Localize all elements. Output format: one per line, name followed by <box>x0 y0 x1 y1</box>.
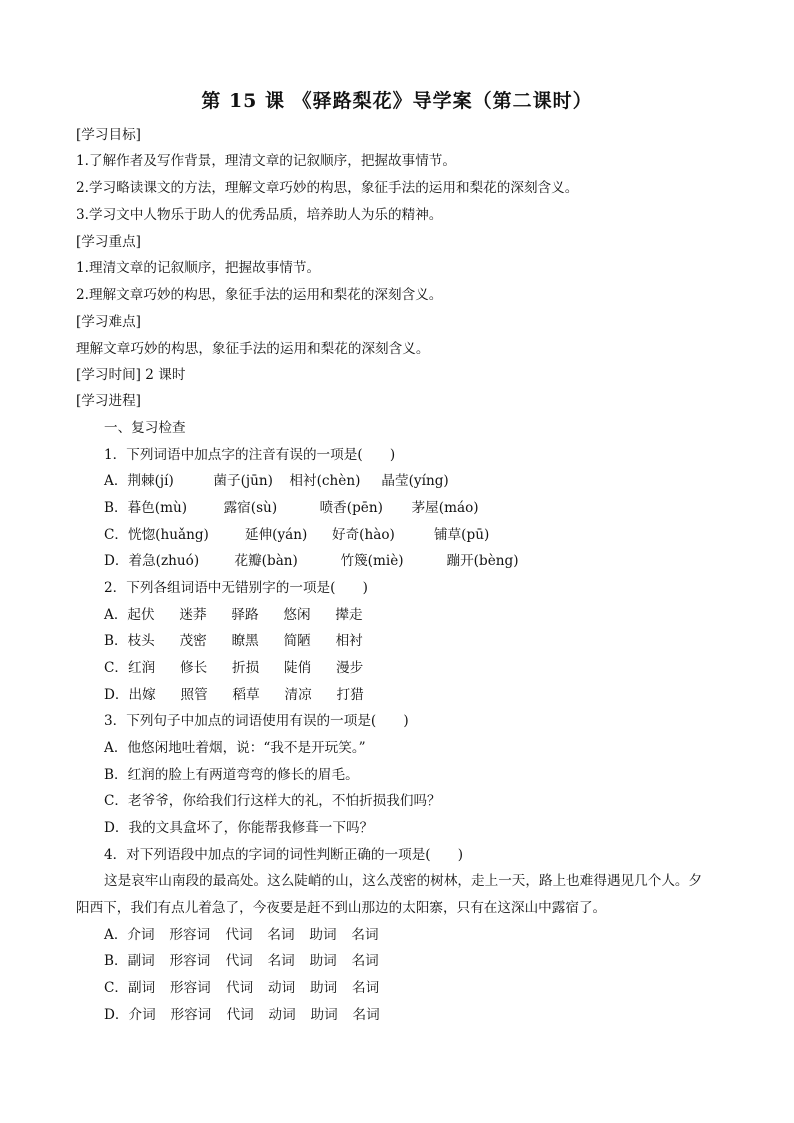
question-1-stem: 1．下列词语中加点字的注音有误的一项是( ) <box>104 447 396 463</box>
question-3-option-c: C．老爷爷，你给我们行这样大的礼，不怕折损我们吗？ <box>104 793 441 809</box>
question-2-stem: 2．下列各组词语中无错别字的一项是( ) <box>104 580 368 596</box>
objective-item: 1.了解作者及写作背景，理清文章的记叙顺序，把握故事情节。 <box>76 153 456 169</box>
option-item: 形容词 <box>169 927 211 943</box>
question-3-option-d: D．我的文具盒坏了，你能帮我修葺一下吗？ <box>104 820 374 836</box>
option-label: C． <box>104 660 128 676</box>
key-points-heading: [学习重点] <box>76 234 141 250</box>
question-4-option-a <box>104 926 379 944</box>
option-item: 助词 <box>310 980 338 996</box>
option-item: 清凉 <box>284 687 312 703</box>
question-2-option-c <box>104 659 363 677</box>
option-label: A． <box>104 607 128 623</box>
option-item: 动词 <box>268 980 296 996</box>
option-item: 副词 <box>128 980 156 996</box>
option-item: 介词 <box>127 927 155 943</box>
option-label: D． <box>104 687 129 703</box>
option-item: 代词 <box>226 1007 254 1023</box>
option-label: D． <box>104 1007 129 1023</box>
option-item: 助词 <box>310 1007 338 1023</box>
option-item: 荆棘(jí) <box>127 473 174 489</box>
section-heading: 一、复习检查 <box>104 420 186 436</box>
difficulty-text: 理解文章巧妙的构思，象征手法的运用和梨花的深刻含义。 <box>76 341 430 357</box>
option-item: 折损 <box>232 660 260 676</box>
question-1-option-d <box>104 552 519 570</box>
option-item: 恍惚(huǎng) <box>128 527 209 543</box>
option-item: 迷莽 <box>179 607 207 623</box>
option-item: 助词 <box>309 927 337 943</box>
option-item: 陡俏 <box>284 660 312 676</box>
option-item: 竹篾(miè) <box>340 553 404 569</box>
option-item: 驿路 <box>231 607 259 623</box>
question-4-option-b <box>104 952 379 970</box>
option-item: 花瓣(bàn) <box>234 553 298 569</box>
key-point-item: 2.理解文章巧妙的构思，象征手法的运用和梨花的深刻含义。 <box>76 287 443 303</box>
objective-item: 3.学习文中人物乐于助人的优秀品质，培养助人为乐的精神。 <box>76 207 443 223</box>
objectives-heading: [学习目标] <box>76 127 141 143</box>
option-item: 名词 <box>267 953 295 969</box>
question-4-option-c <box>104 979 379 997</box>
option-label: C． <box>104 980 128 996</box>
option-item: 撵走 <box>335 607 363 623</box>
objective-item: 2.学习略读课文的方法，理解文章巧妙的构思，象征手法的运用和梨花的深刻含义。 <box>76 180 579 196</box>
option-item: 起伏 <box>127 607 155 623</box>
option-item: 形容词 <box>170 1007 212 1023</box>
process-heading: [学习进程] <box>76 393 141 409</box>
option-item: 介词 <box>128 1007 156 1023</box>
option-item: 茂密 <box>179 633 207 649</box>
question-3-option-a: A．他悠闲地吐着烟，说：“我不是开玩笑。” <box>104 740 366 756</box>
option-label: B． <box>104 953 128 969</box>
option-item: 菌子(jūn) <box>213 473 273 489</box>
option-item: 晶莹(yíng) <box>381 473 449 489</box>
key-point-item: 1.理清文章的记叙顺序，把握故事情节。 <box>76 260 321 276</box>
option-item: 漫步 <box>336 660 364 676</box>
question-3-stem: 3．下列句子中加点的词语使用有误的一项是( ) <box>104 713 409 729</box>
option-label: A． <box>104 927 128 943</box>
question-4-passage-line-2: 阳西下，我们有点儿着急了，今夜要是赶不到山那边的太阳寨，只有在这深山中露宿了。 <box>76 900 607 916</box>
option-item: 瞭黑 <box>231 633 259 649</box>
option-item: 铺草(pū) <box>434 527 490 543</box>
question-2-option-a <box>104 606 363 624</box>
option-item: 名词 <box>267 927 295 943</box>
option-item: 助词 <box>309 953 337 969</box>
question-3-option-b: B．红润的脸上有两道弯弯的修长的眉毛。 <box>104 767 359 783</box>
question-1-option-a <box>104 472 449 490</box>
option-item: 喷香(pēn) <box>319 500 383 516</box>
option-item: 形容词 <box>169 953 211 969</box>
option-item: 暮色(mù) <box>127 500 188 516</box>
option-item: 代词 <box>225 927 253 943</box>
option-item: 相衬(chèn) <box>289 473 361 489</box>
option-item: 照管 <box>180 687 208 703</box>
option-item: 动词 <box>268 1007 296 1023</box>
question-4-stem: 4．对下列语段中加点的字词的词性判断正确的一项是( ) <box>104 847 464 863</box>
option-item: 茅屋(máo) <box>411 500 479 516</box>
option-item: 稻草 <box>232 687 260 703</box>
option-item: 简陋 <box>283 633 311 649</box>
option-item: 悠闲 <box>283 607 311 623</box>
question-4-passage-line-1: 这是哀牢山南段的最高处。这么陡峭的山，这么茂密的树林，走上一天，路上也难得遇见几个人。夕 <box>104 873 703 889</box>
option-item: 名词 <box>351 953 379 969</box>
option-item: 代词 <box>225 953 253 969</box>
option-item: 好奇(hào) <box>332 527 395 543</box>
option-label: D． <box>104 553 129 569</box>
option-item: 打猎 <box>336 687 364 703</box>
option-item: 形容词 <box>170 980 211 996</box>
question-1-option-c <box>104 526 489 544</box>
option-item: 名词 <box>352 1007 380 1023</box>
option-item: 代词 <box>226 980 254 996</box>
option-item: 副词 <box>127 953 155 969</box>
page-title: 第 15 课 《驿路梨花》导学案（第二课时） <box>201 90 593 112</box>
option-item: 相衬 <box>335 633 363 649</box>
option-item: 名词 <box>351 927 379 943</box>
option-item: 修长 <box>180 660 208 676</box>
option-label: C． <box>104 527 128 543</box>
question-2-option-b <box>104 632 363 650</box>
study-time: [学习时间] 2 课时 <box>76 367 186 383</box>
option-label: A． <box>104 473 128 489</box>
question-4-option-d <box>104 1006 380 1024</box>
option-label: B． <box>104 500 128 516</box>
option-label: B． <box>104 633 128 649</box>
option-item: 红润 <box>128 660 156 676</box>
option-item: 名词 <box>352 980 380 996</box>
option-item: 蹦开(bèng) <box>446 553 519 569</box>
option-item: 出嫁 <box>128 687 156 703</box>
option-item: 延伸(yán) <box>245 527 308 543</box>
option-item: 着急(zhuó) <box>128 553 200 569</box>
option-item: 露宿(sù) <box>223 500 278 516</box>
question-1-option-b <box>104 499 479 517</box>
difficulty-heading: [学习难点] <box>76 314 141 330</box>
option-item: 枝头 <box>127 633 155 649</box>
question-2-option-d <box>104 686 364 704</box>
